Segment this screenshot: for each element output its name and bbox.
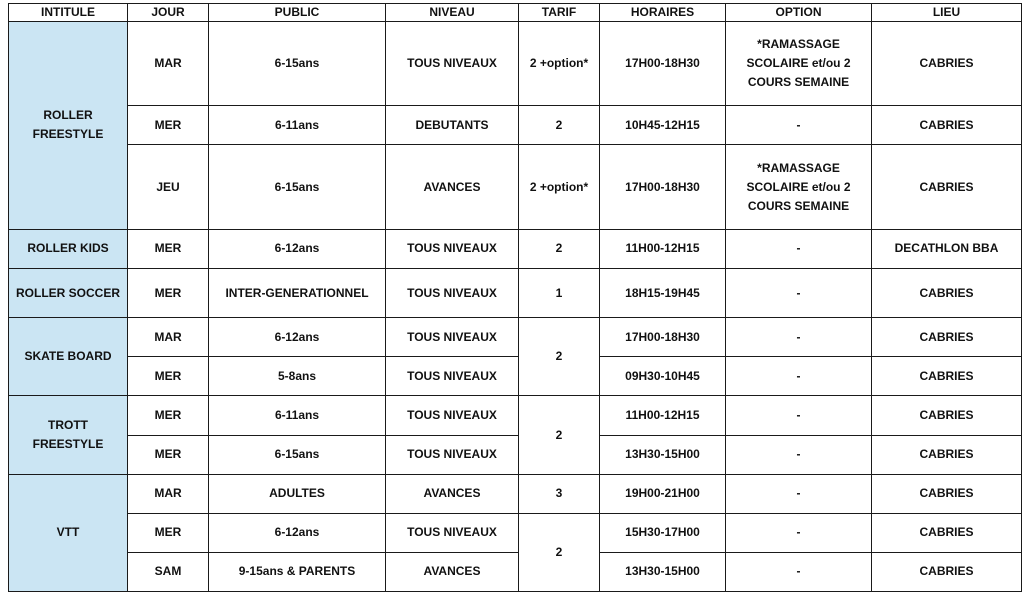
niveau-cell: TOUS NIVEAUX <box>386 229 519 268</box>
lieu-cell: CABRIES <box>872 318 1022 357</box>
niveau-cell: AVANCES <box>386 145 519 229</box>
option-cell: *RAMASSAGE SCOLAIRE et/ou 2 COURS SEMAINE <box>726 145 872 229</box>
niveau-cell: DEBUTANTS <box>386 106 519 145</box>
intitule-cell: ROLLER FREESTYLE <box>9 22 128 230</box>
horaires-cell: 17H00-18H30 <box>600 318 726 357</box>
option-cell: - <box>726 357 872 396</box>
intitule-cell: ROLLER SOCCER <box>9 268 128 317</box>
table-row <box>9 474 1022 513</box>
horaires-cell: 11H00-12H15 <box>600 396 726 435</box>
intitule-cell: VTT <box>9 474 128 591</box>
niveau-cell: AVANCES <box>386 552 519 591</box>
public-cell: 6-15ans <box>209 145 386 229</box>
jour-cell: MER <box>128 357 209 396</box>
public-cell: 6-12ans <box>209 229 386 268</box>
niveau-cell: TOUS NIVEAUX <box>386 357 519 396</box>
intitule-cell: SKATE BOARD <box>9 318 128 396</box>
niveau-cell: TOUS NIVEAUX <box>386 22 519 106</box>
intitule-cell: TROTT FREESTYLE <box>9 396 128 474</box>
header-intitule: INTITULE <box>9 4 128 22</box>
intitule-cell: ROLLER KIDS <box>9 229 128 268</box>
table-row <box>9 106 1022 145</box>
table-row <box>9 268 1022 317</box>
lieu-cell: DECATHLON BBA <box>872 229 1022 268</box>
option-cell: - <box>726 396 872 435</box>
option-cell: - <box>726 435 872 474</box>
jour-cell: MER <box>128 106 209 145</box>
jour-cell: MAR <box>128 22 209 106</box>
tarif-cell: 2 +option* <box>519 22 600 106</box>
lieu-cell: CABRIES <box>872 106 1022 145</box>
table-row <box>9 145 1022 229</box>
table-row <box>9 229 1022 268</box>
option-cell: *RAMASSAGE SCOLAIRE et/ou 2 COURS SEMAINE <box>726 22 872 106</box>
header-lieu: LIEU <box>872 4 1022 22</box>
lieu-cell: CABRIES <box>872 474 1022 513</box>
public-cell: 9-15ans & PARENTS <box>209 552 386 591</box>
header-option: OPTION <box>726 4 872 22</box>
table-row <box>9 513 1022 552</box>
jour-cell: MER <box>128 435 209 474</box>
horaires-cell: 17H00-18H30 <box>600 145 726 229</box>
horaires-cell: 13H30-15H00 <box>600 552 726 591</box>
jour-cell: MAR <box>128 474 209 513</box>
public-cell: 6-12ans <box>209 318 386 357</box>
header-row <box>9 4 1022 22</box>
niveau-cell: TOUS NIVEAUX <box>386 268 519 317</box>
horaires-cell: 11H00-12H15 <box>600 229 726 268</box>
jour-cell: MER <box>128 513 209 552</box>
public-cell: INTER-GENERATIONNEL <box>209 268 386 317</box>
schedule-table <box>8 3 1022 592</box>
option-cell: - <box>726 513 872 552</box>
horaires-cell: 09H30-10H45 <box>600 357 726 396</box>
lieu-cell: CABRIES <box>872 552 1022 591</box>
tarif-cell: 2 <box>519 396 600 474</box>
horaires-cell: 19H00-21H00 <box>600 474 726 513</box>
header-jour: JOUR <box>128 4 209 22</box>
option-cell: - <box>726 474 872 513</box>
tarif-cell: 2 <box>519 106 600 145</box>
option-cell: - <box>726 268 872 317</box>
option-cell: - <box>726 552 872 591</box>
tarif-cell: 2 <box>519 513 600 591</box>
lieu-cell: CABRIES <box>872 268 1022 317</box>
niveau-cell: TOUS NIVEAUX <box>386 513 519 552</box>
public-cell: 6-12ans <box>209 513 386 552</box>
jour-cell: MER <box>128 268 209 317</box>
table-row <box>9 552 1022 591</box>
niveau-cell: TOUS NIVEAUX <box>386 318 519 357</box>
niveau-cell: AVANCES <box>386 474 519 513</box>
table-row <box>9 357 1022 396</box>
public-cell: ADULTES <box>209 474 386 513</box>
public-cell: 5-8ans <box>209 357 386 396</box>
tarif-cell: 2 +option* <box>519 145 600 229</box>
header-niveau: NIVEAU <box>386 4 519 22</box>
public-cell: 6-11ans <box>209 106 386 145</box>
tarif-cell: 3 <box>519 474 600 513</box>
horaires-cell: 18H15-19H45 <box>600 268 726 317</box>
lieu-cell: CABRIES <box>872 513 1022 552</box>
public-cell: 6-11ans <box>209 396 386 435</box>
option-cell: - <box>726 106 872 145</box>
option-cell: - <box>726 229 872 268</box>
header-public: PUBLIC <box>209 4 386 22</box>
table-row <box>9 435 1022 474</box>
horaires-cell: 17H00-18H30 <box>600 22 726 106</box>
lieu-cell: CABRIES <box>872 396 1022 435</box>
header-horaires: HORAIRES <box>600 4 726 22</box>
public-cell: 6-15ans <box>209 22 386 106</box>
table-row <box>9 396 1022 435</box>
table-row <box>9 22 1022 106</box>
tarif-cell: 2 <box>519 229 600 268</box>
horaires-cell: 15H30-17H00 <box>600 513 726 552</box>
option-cell: - <box>726 318 872 357</box>
tarif-cell: 2 <box>519 318 600 396</box>
table-row <box>9 318 1022 357</box>
lieu-cell: CABRIES <box>872 435 1022 474</box>
jour-cell: MER <box>128 229 209 268</box>
public-cell: 6-15ans <box>209 435 386 474</box>
lieu-cell: CABRIES <box>872 357 1022 396</box>
lieu-cell: CABRIES <box>872 22 1022 106</box>
horaires-cell: 10H45-12H15 <box>600 106 726 145</box>
jour-cell: SAM <box>128 552 209 591</box>
jour-cell: JEU <box>128 145 209 229</box>
header-tarif: TARIF <box>519 4 600 22</box>
jour-cell: MER <box>128 396 209 435</box>
tarif-cell: 1 <box>519 268 600 317</box>
jour-cell: MAR <box>128 318 209 357</box>
lieu-cell: CABRIES <box>872 145 1022 229</box>
niveau-cell: TOUS NIVEAUX <box>386 435 519 474</box>
niveau-cell: TOUS NIVEAUX <box>386 396 519 435</box>
horaires-cell: 13H30-15H00 <box>600 435 726 474</box>
